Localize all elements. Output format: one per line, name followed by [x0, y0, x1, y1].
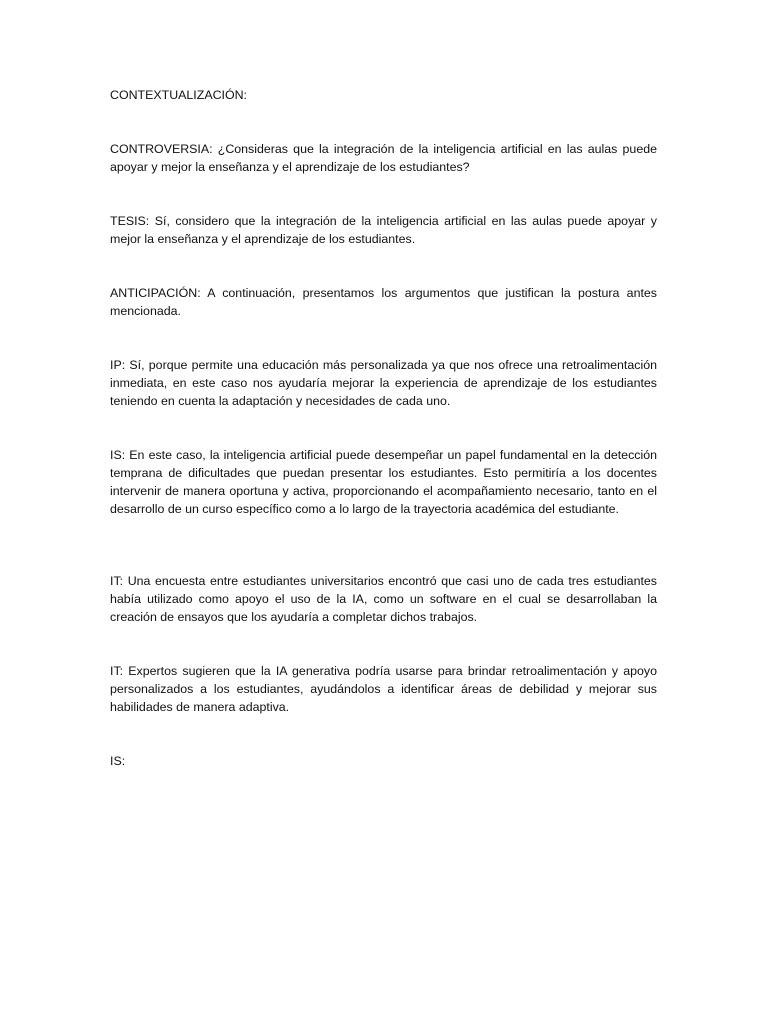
tesis-paragraph: TESIS: Sí, considero que la integración de la inteligencia artificial en las aulas puede apoyar y mejor la enseñanza y el aprendizaje de los estudiantes.: [110, 214, 657, 246]
anticipacion-paragraph: ANTICIPACIÓN: A continuación, presentamos los argumentos que justifican la postura antes mencionada.: [110, 286, 657, 318]
it-paragraph-1: IT: Una encuesta entre estudiantes universitarios encontró que casi uno de cada tres estudiantes había utilizado como apoyo el uso de la IA, como un software en el cual se desarrollaban la creación de ensayos que los ayudaría a completar dichos trabajos.: [110, 574, 657, 624]
it-paragraph-2: IT: Expertos sugieren que la IA generativa podría usarse para brindar retroalimentación y apoyo personalizados a los estudiantes, ayudándolos a identificar áreas de debilidad y mejorar sus habilidades de manera adaptiva.: [110, 664, 657, 714]
controversia-paragraph: CONTROVERSIA: ¿Consideras que la integración de la inteligencia artificial en las aulas puede apoyar y mejor la enseñanza y el aprendizaje de los estudiantes?: [110, 142, 657, 174]
is-paragraph: IS: En este caso, la inteligencia artificial puede desempeñar un papel fundamental en la detección temprana de dificultades que puedan presentar los estudiantes. Esto permitiría a los docentes intervenir de manera oportuna y activa, proporcionando el acompañamiento necesario, tanto en el desarrollo de un curso específico como a lo largo de la trayectoria académica del estudiante.: [110, 448, 657, 516]
ip-paragraph: IP: Sí, porque permite una educación más personalizada ya que nos ofrece una retroalimentación inmediata, en este caso nos ayudaría mejorar la experiencia de aprendizaje de los estudiantes teniendo en cuenta la adaptación y necesidades de cada uno.: [110, 358, 657, 408]
contextualizacion-heading: CONTEXTUALIZACIÓN:: [110, 88, 247, 102]
is-paragraph-2: IS:: [110, 754, 126, 768]
